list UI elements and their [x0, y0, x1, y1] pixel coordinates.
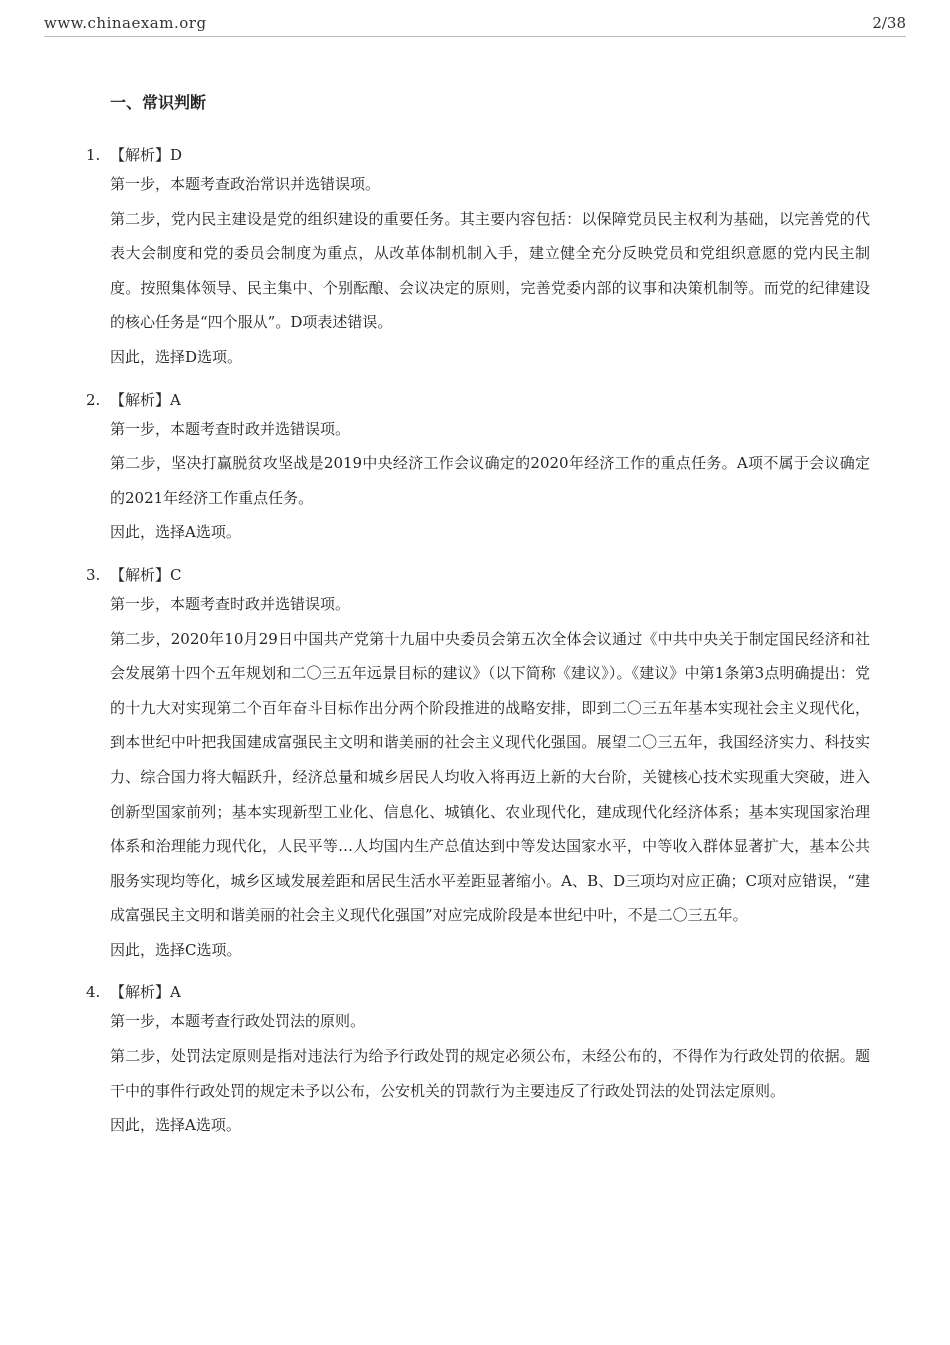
explanation-step: 第一步，本题考查行政处罚法的原则。 — [110, 1012, 366, 1031]
conclusion: 因此，选择A选项。 — [110, 1116, 241, 1135]
answer-label: 【解析】A — [110, 390, 181, 409]
explanation-step: 第一步，本题考查时政并选错误项。 — [110, 419, 351, 438]
conclusion: 因此，选择D选项。 — [110, 347, 243, 366]
site-url[interactable]: www.chinaexam.org — [44, 14, 207, 32]
explanation-step: 第一步，本题考查时政并选错误项。 — [110, 594, 351, 613]
explanation-step: 第二步，2020年10月29日中国共产党第十九届中央委员会第五次全体会议通过《中共中央关于制定国民经济和社会发展第十四个五年规划和二〇三五年远景目标的建议》（以下简称《建议》）。《建议》中第1条第3点明确提出：党的十九大对实现第二个百年奋斗目标作出分两个阶段推进的战略安排，即到二〇三五年基本实现社会主义现代化，到本世纪中叶把我国建成富强民主文明和谐美丽的社会主义现代化强国。展望二〇三五年，我国经济实力、科技实力、综合国力将大幅跃升，经济总量和城乡居民人均收入将再迈上新的大台阶，关键核心技术实现重大突破，进入创新型国家前列；基本实现新型工业化、信息化、城镇化、农业现代化，建成现代化经济体系；基本实现国家治理体系和治理能力现代化，人民平等…人均国内生产总值达到中等发达国家水平，中等收入群体显著扩大，基本公共服务实现均等化，城乡区域发展差距和居民生活水平差距显著缩小。A、B、D三项均对应正确；C项对应错误，“建成富强民主文明和谐美丽的社会主义现代化强国”对应完成阶段是本世纪中叶，不是二〇三五年。 — [110, 629, 870, 925]
answer-label: 【解析】D — [110, 146, 183, 164]
question-number: 3. — [86, 565, 101, 584]
question-number: 4. — [86, 983, 101, 1002]
answer-label: 【解析】C — [110, 565, 182, 584]
page-header — [44, 12, 906, 37]
question-number: 2. — [86, 390, 101, 409]
answer-label: 【解析】A — [110, 983, 181, 1002]
page-number: 2/38 — [872, 14, 906, 32]
answer-item — [86, 143, 876, 375]
explanation-step: 第二步，处罚法定原则是指对违法行为给予行政处罚的规定必须公布，未经公布的，不得作为行政处罚的依据。题干中的事件行政处罚的规定未予以公布，公安机关的罚款行为主要违反了行政处罚法的处罚法定原则。 — [110, 1047, 870, 1100]
answer-item — [86, 388, 876, 550]
answer-item — [86, 563, 876, 968]
question-number: 1. — [86, 146, 101, 164]
answer-list — [86, 143, 876, 1156]
explanation-step: 第二步，坚决打赢脱贫攻坚战是2019中央经济工作会议确定的2020年经济工作的重点任务。A项不属于会议确定的2021年经济工作重点任务。 — [110, 454, 870, 507]
conclusion: 因此，选择C选项。 — [110, 940, 242, 959]
section-title: 一、常识判断 — [110, 93, 207, 112]
conclusion: 因此，选择A选项。 — [110, 523, 241, 542]
explanation-step: 第一步，本题考查政治常识并选错误项。 — [110, 175, 381, 193]
explanation-step: 第二步，党内民主建设是党的组织建设的重要任务。其主要内容包括：以保障党员民主权利为基础，以完善党的代表大会制度和党的委员会制度为重点，从改革体制机制入手，建立健全充分反映党员和党组织意愿的党内民主制度。按照集体领导、民主集中、个别酝酿、会议决定的原则，完善党委内部的议事和决策机制等。而党的纪律建设的核心任务是“四个服从”。D项表述错误。 — [110, 209, 870, 332]
answer-item — [86, 980, 876, 1142]
